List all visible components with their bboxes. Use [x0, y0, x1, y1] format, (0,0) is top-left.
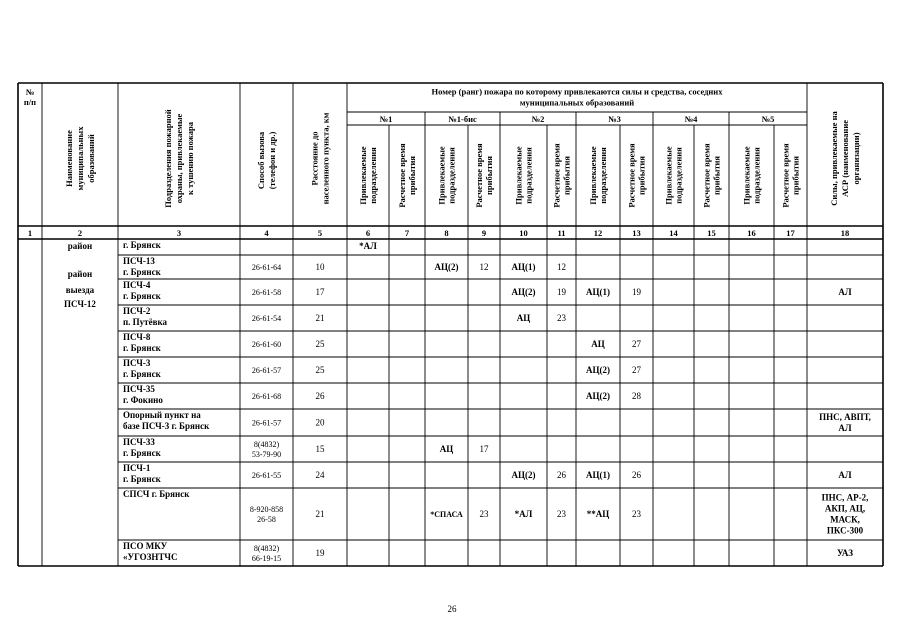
unit-name: г. Брянск — [123, 267, 161, 277]
sub-header-arrival-time-line: Расчетное время — [701, 143, 712, 208]
arrival-time-cell: 23 — [557, 509, 566, 519]
column-number: 9 — [481, 228, 487, 238]
sub-header-arrival-time — [702, 143, 722, 208]
column-number: 14 — [669, 228, 678, 238]
sub-header-units-line: Привлекаемые — [358, 146, 368, 205]
column-header-no-line: № — [25, 87, 35, 97]
district-label-line: ПСЧ-12 — [64, 299, 96, 309]
column-number: 16 — [747, 228, 756, 238]
asr-forces-cell-line: АЛ — [838, 423, 852, 433]
sub-header-units-line: подразделения — [673, 147, 684, 204]
column-number: 6 — [365, 228, 371, 238]
table-body — [64, 240, 871, 563]
phone-cell-line: 8(4832) — [253, 440, 280, 449]
table-header — [24, 87, 861, 239]
asr-forces-cell-line: АЛ — [838, 287, 852, 297]
unit-name: п. Путёвка — [123, 317, 168, 327]
table-row — [123, 541, 853, 563]
asr-forces-cell-line: ПНС, АР-2, — [821, 492, 869, 503]
column-header-asr-forces — [829, 111, 861, 206]
unit-name: ПСЧ-1 — [123, 463, 151, 473]
asr-forces-cell — [838, 470, 851, 480]
units-cell: *АЛ — [359, 241, 377, 251]
arrival-time-cell: 23 — [557, 313, 566, 323]
distance-cell: 20 — [315, 417, 325, 428]
page-number: 26 — [447, 604, 457, 614]
phone-cell-line: 26-61-54 — [251, 314, 282, 323]
units-cell: АЦ — [516, 313, 531, 323]
column-header-municipality-line: Наименование — [64, 130, 74, 187]
arrival-time-cell: 26 — [632, 470, 641, 480]
sub-header-arrival-time-line: прибытия — [711, 155, 722, 196]
phone-cell — [250, 505, 283, 524]
unit-name: г. Брянск — [123, 291, 161, 301]
sub-header-arrival-time-line: Расчетное время — [397, 143, 407, 208]
asr-forces-cell-line: АКП, АЦ, — [824, 503, 866, 514]
sub-header-arrival-time-line: Расчетное время — [551, 143, 562, 208]
sub-header-arrival-time — [397, 143, 417, 208]
unit-name: базе ПСЧ-3 г. Брянск — [123, 421, 210, 431]
column-header-municipality-line: образований — [86, 134, 96, 183]
sub-header-units-line: Привлекаемые — [663, 146, 674, 205]
sub-header-units — [664, 146, 684, 204]
phone-cell-line: 26-61-58 — [251, 288, 282, 297]
column-number: 13 — [632, 228, 641, 238]
column-header-call-method-line: (телефон и др.) — [267, 131, 277, 190]
units-cell: АЦ(2) — [586, 365, 610, 375]
fire-rank-title-line: Номер (ранг) пожара по которому привлекаются силы и средства, соседних — [431, 86, 723, 97]
phone-cell — [252, 340, 281, 349]
sub-header-units-line: подразделения — [751, 147, 762, 204]
distance-cell: 21 — [315, 313, 325, 323]
unit-name: ПСЧ-4 — [123, 280, 151, 290]
units-cell: АЦ — [591, 339, 605, 349]
phone-cell — [252, 314, 281, 323]
column-number: 1 — [27, 228, 33, 238]
distance-cell: 25 — [315, 365, 325, 375]
column-header-municipality-line: муниципальных — [75, 126, 85, 191]
district-label-line: район — [67, 269, 93, 279]
column-header-units-line: Подразделения пожарной — [163, 109, 173, 208]
column-header-municipality — [64, 126, 96, 191]
sub-header-arrival-time-line: прибытия — [484, 155, 494, 196]
sub-header-arrival-time-line: Расчетное время — [474, 143, 484, 208]
arrival-time-cell: 12 — [557, 262, 566, 272]
phone-cell — [252, 392, 281, 401]
table-row — [123, 280, 852, 301]
distance-cell: 10 — [315, 262, 325, 272]
table-row — [123, 358, 642, 379]
unit-name: Опорный пункт на — [123, 410, 201, 420]
unit-name: г. Брянск — [123, 448, 161, 458]
arrival-time-cell: 23 — [632, 509, 641, 519]
phone-cell — [252, 366, 281, 375]
sub-header-units-line: подразделения — [598, 147, 608, 204]
unit-name: ПСЧ-8 — [123, 332, 151, 342]
arrival-time-cell: 28 — [632, 391, 641, 401]
sub-header-units — [588, 146, 608, 204]
distance-cell: 21 — [315, 509, 325, 519]
table-row — [123, 332, 642, 353]
sub-header-units-line: Привлекаемые — [513, 146, 524, 205]
table-row — [123, 489, 868, 536]
sub-header-arrival-time — [627, 143, 647, 208]
column-header-distance-line: Расстояние до — [309, 131, 320, 186]
unit-name: СПСЧ г. Брянск — [123, 489, 190, 499]
table-row — [123, 410, 871, 433]
table-row — [123, 437, 489, 459]
units-cell: АЦ(2) — [586, 391, 610, 401]
units-cell: *СПАСА — [430, 510, 463, 519]
column-number: 2 — [77, 228, 83, 238]
phone-cell-line: 26-58 — [257, 515, 276, 524]
unit-name: г. Фокино — [123, 395, 163, 405]
sub-header-arrival-time-line: прибытия — [790, 155, 801, 196]
arrival-time-cell: 27 — [632, 339, 641, 349]
rank-header: №1 — [379, 114, 393, 124]
unit-name: г. Брянск — [123, 369, 161, 379]
units-cell: АЦ(1) — [586, 287, 610, 297]
distance-cell: 24 — [315, 470, 325, 480]
rank-header: №2 — [531, 114, 545, 124]
phone-cell — [252, 471, 281, 480]
column-header-asr-forces-line: организации) — [851, 132, 861, 185]
column-header-no-line: п/п — [23, 97, 37, 107]
sub-header-arrival-time-line: прибытия — [407, 155, 417, 196]
column-number: 12 — [593, 228, 603, 238]
arrival-time-cell: 12 — [479, 262, 489, 272]
sub-header-arrival-time-line: прибытия — [561, 155, 572, 196]
phone-cell-line: 53-79-90 — [251, 450, 282, 459]
unit-name: ПСЧ-3 — [123, 358, 151, 368]
column-number: 11 — [557, 228, 566, 238]
column-number: 8 — [444, 228, 449, 238]
sub-header-arrival-time-line: прибытия — [636, 155, 647, 196]
column-header-distance-line: населенного пункта, км — [320, 112, 331, 205]
column-header-asr-forces-line: Силы, привлекаемые на — [829, 111, 839, 206]
phone-cell — [252, 544, 281, 563]
column-header-no — [24, 87, 36, 107]
phone-cell-line: 26-61-60 — [251, 340, 282, 349]
unit-name: ПСЧ-33 — [123, 437, 155, 447]
phone-cell-line: 26-61-57 — [251, 366, 282, 375]
asr-forces-cell-line: МАСК, — [830, 514, 860, 525]
units-cell: АЦ(1) — [586, 470, 610, 480]
sub-header-units-line: подразделения — [368, 147, 378, 204]
column-number: 15 — [707, 228, 716, 238]
sub-header-units-line: подразделения — [523, 147, 534, 204]
sub-header-units — [358, 146, 378, 204]
phone-cell — [252, 419, 281, 428]
units-cell: *АЛ — [514, 509, 533, 519]
unit-name: «УГОЗНТЧС — [123, 552, 178, 562]
unit-name: ПСЧ-13 — [123, 256, 155, 266]
column-number: 17 — [786, 228, 795, 238]
rank-header: №4 — [684, 114, 698, 124]
phone-cell-line: 8(4832) — [253, 544, 280, 553]
sub-header-arrival-time — [781, 143, 801, 208]
sub-header-units — [437, 146, 457, 204]
arrival-time-cell: 19 — [632, 287, 641, 297]
column-header-asr-forces-line: АСР (наименование — [840, 120, 850, 197]
column-number: 5 — [317, 228, 323, 238]
phone-cell-line: 26-61-55 — [251, 471, 282, 480]
sub-header-arrival-time-line: Расчетное время — [780, 143, 791, 208]
arrival-time-cell: 27 — [632, 365, 641, 375]
rank-header: №5 — [761, 114, 775, 124]
fire-rank-title — [432, 87, 724, 108]
sub-header-arrival-time-line: Расчетное время — [626, 143, 637, 208]
phone-cell-line: 26-61-64 — [251, 263, 282, 272]
rank-header: №3 — [608, 114, 621, 124]
fire-rank-title-line: муниципальных образований — [519, 97, 635, 108]
distance-cell: 25 — [315, 339, 325, 349]
units-cell: **АЦ — [586, 509, 610, 519]
column-header-call-method — [256, 131, 277, 189]
unit-name: г. Брянск — [123, 240, 161, 250]
column-number: 7 — [404, 228, 410, 238]
column-header-distance — [310, 112, 331, 204]
units-cell: АЦ(1) — [511, 262, 536, 272]
unit-name: ПСЧ-2 — [123, 306, 151, 316]
units-cell: АЦ — [439, 444, 454, 454]
unit-name: ПСЧ-35 — [123, 384, 155, 394]
district-label-line: выезда — [65, 285, 95, 295]
column-header-units-line: охраны, привлекаемые — [174, 113, 184, 204]
sub-header-units-line: Привлекаемые — [436, 146, 447, 205]
asr-forces-cell — [837, 548, 853, 558]
asr-forces-cell-line: ПНС, АВПТ, — [819, 412, 871, 422]
column-header-units — [163, 109, 195, 208]
phone-cell-line: 8-920-858 — [249, 505, 284, 514]
sub-header-arrival-time — [552, 143, 572, 208]
phone-cell-line: 26-61-57 — [251, 418, 282, 428]
phone-cell — [252, 440, 281, 459]
sub-header-arrival-time — [474, 143, 494, 208]
units-cell: АЦ(2) — [511, 470, 536, 480]
distance-cell: 26 — [315, 391, 325, 401]
rank-header: №1-бис — [448, 114, 477, 124]
phone-cell-line: 26-61-68 — [251, 392, 282, 401]
column-number: 4 — [264, 228, 269, 238]
phone-cell-line: 66-19-15 — [251, 554, 282, 563]
phone-cell — [252, 263, 281, 272]
table-row — [123, 463, 852, 484]
asr-forces-cell — [838, 287, 851, 297]
column-number: 18 — [840, 228, 850, 238]
unit-name: г. Брянск — [123, 474, 161, 484]
sub-header-units — [742, 146, 762, 204]
sub-header-units-line: Привлекаемые — [741, 146, 752, 205]
units-cell: АЦ(2) — [511, 287, 536, 297]
table-row — [123, 384, 642, 405]
sub-header-units — [514, 146, 534, 204]
asr-forces-cell-line: АЛ — [838, 470, 852, 480]
asr-forces-cell — [822, 493, 869, 536]
column-header-call-method-line: Способ вызова — [256, 131, 266, 190]
sub-header-units-line: подразделения — [446, 147, 457, 204]
units-cell: АЦ(2) — [434, 262, 459, 272]
unit-name: ПСО МКУ — [123, 541, 168, 551]
arrival-time-cell: 17 — [479, 444, 489, 454]
table-row — [123, 240, 377, 251]
column-header-units-line: к тушению пожара — [185, 121, 195, 196]
arrival-time-cell: 26 — [557, 470, 566, 480]
phone-cell — [252, 288, 281, 297]
arrival-time-cell: 19 — [557, 287, 566, 297]
asr-forces-cell-line: УАЗ — [837, 548, 853, 558]
district-label — [64, 241, 96, 309]
column-number: 3 — [176, 228, 182, 238]
unit-name: г. Брянск — [123, 343, 161, 353]
district-label-line: район — [67, 241, 93, 251]
distance-cell: 17 — [315, 287, 325, 297]
distance-cell: 19 — [315, 548, 325, 558]
distance-cell: 15 — [315, 444, 325, 454]
asr-forces-cell-line: ПКС-300 — [826, 525, 864, 536]
sub-header-units-line: Привлекаемые — [588, 146, 598, 205]
asr-forces-cell — [819, 412, 871, 433]
column-number: 10 — [519, 228, 528, 238]
arrival-time-cell: 23 — [479, 509, 489, 519]
